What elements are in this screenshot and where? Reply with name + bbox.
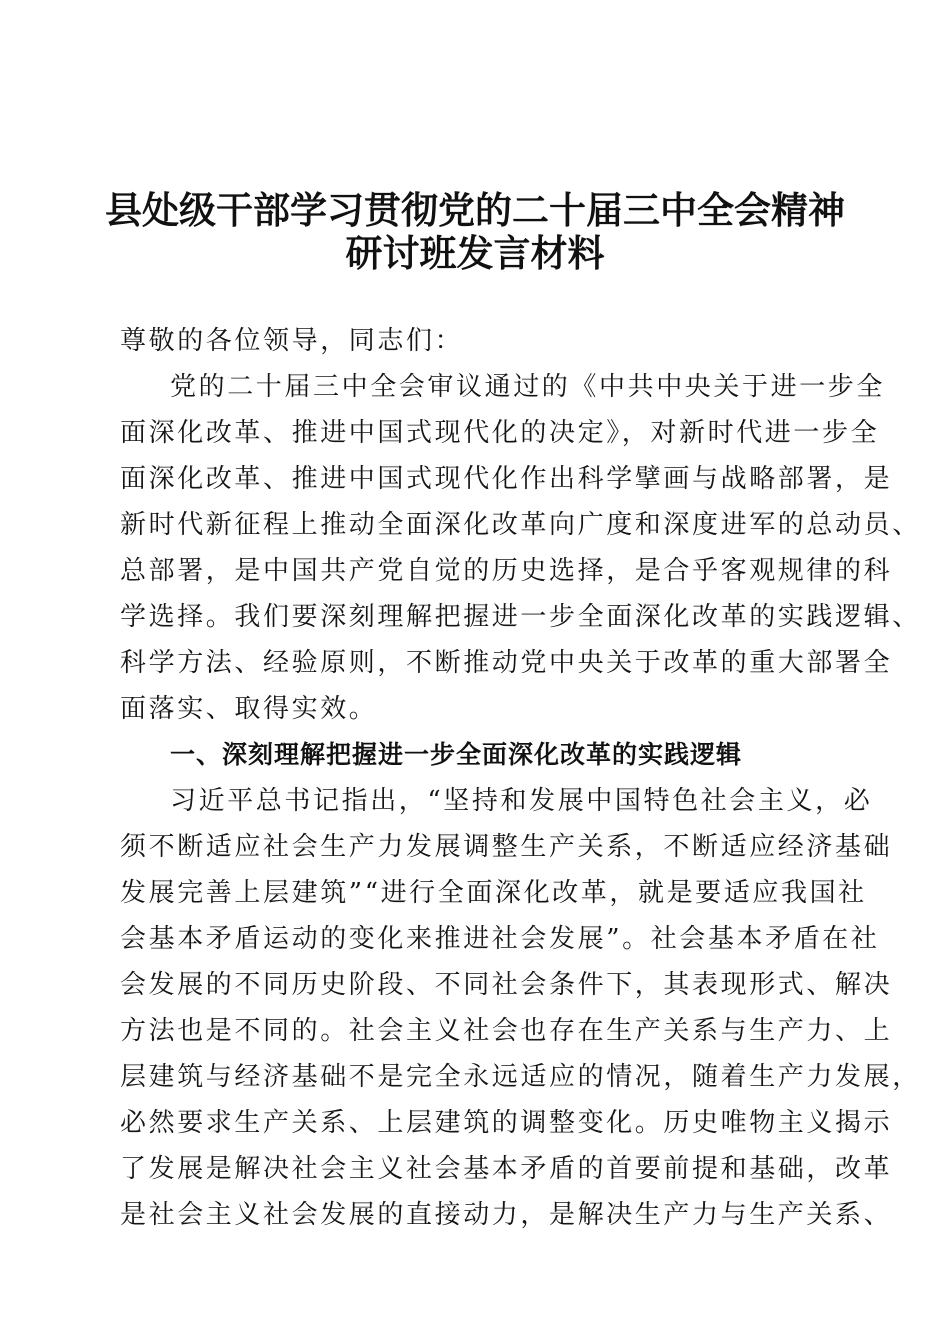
paragraph-2-line: 会基本矛盾运动的变化来推进社会发展”。社会基本矛盾在社 <box>120 924 880 954</box>
document-title-line-1: 县处级干部学习贯彻党的二十届三中全会精神 <box>105 189 845 232</box>
paragraph-2-line: 方法也是不同的。社会主义社会也存在生产关系与生产力、上 <box>120 1016 893 1046</box>
paragraph-2-line: 会发展的不同历史阶段、不同社会条件下，其表现形式、解决 <box>120 970 893 1000</box>
paragraph-1-line: 总部署，是中国共产党自觉的历史选择，是合乎客观规律的科 <box>120 556 893 586</box>
paragraph-1-line: 新时代新征程上推动全面深化改革向广度和深度进军的总动员、 <box>120 510 921 540</box>
paragraph-1-line: 面落实、取得实效。 <box>120 694 378 724</box>
section-1-heading: 一、深刻理解把握进一步全面深化改革的实践逻辑 <box>170 740 743 769</box>
paragraph-1-line: 科学方法、经验原则，不断推动党中央关于改革的重大部署全 <box>120 648 893 678</box>
paragraph-1-line: 面深化改革、推进中国式现代化的决定》，对新时代进一步全 <box>120 418 880 448</box>
paragraph-2-line: 习近平总书记指出，“坚持和发展中国特色社会主义，必 <box>170 786 873 816</box>
paragraph-2-line: 发展完善上层建筑”“进行全面深化改革，就是要适应我国社 <box>120 878 867 908</box>
paragraph-2-line: 是社会主义社会发展的直接动力，是解决生产力与生产关系、 <box>120 1200 893 1230</box>
paragraph-2-line: 层建筑与经济基础不是完全永远适应的情况，随着生产力发展， <box>120 1062 921 1092</box>
salutation: 尊敬的各位领导，同志们： <box>120 326 464 356</box>
paragraph-2-line: 了发展是解决社会主义社会基本矛盾的首要前提和基础，改革 <box>120 1154 893 1184</box>
document-title-line-2: 研讨班发言材料 <box>345 232 605 275</box>
paragraph-1-line: 学选择。我们要深刻理解把握进一步全面深化改革的实践逻辑、 <box>120 602 921 632</box>
paragraph-2-line: 必然要求生产关系、上层建筑的调整变化。历史唯物主义揭示 <box>120 1108 893 1138</box>
paragraph-2-line: 须不断适应社会生产力发展调整生产关系，不断适应经济基础 <box>120 832 893 862</box>
paragraph-1-line: 面深化改革、推进中国式现代化作出科学擘画与战略部署，是 <box>120 464 893 494</box>
paragraph-1-line: 党的二十届三中全会审议通过的《中共中央关于进一步全 <box>170 372 886 402</box>
